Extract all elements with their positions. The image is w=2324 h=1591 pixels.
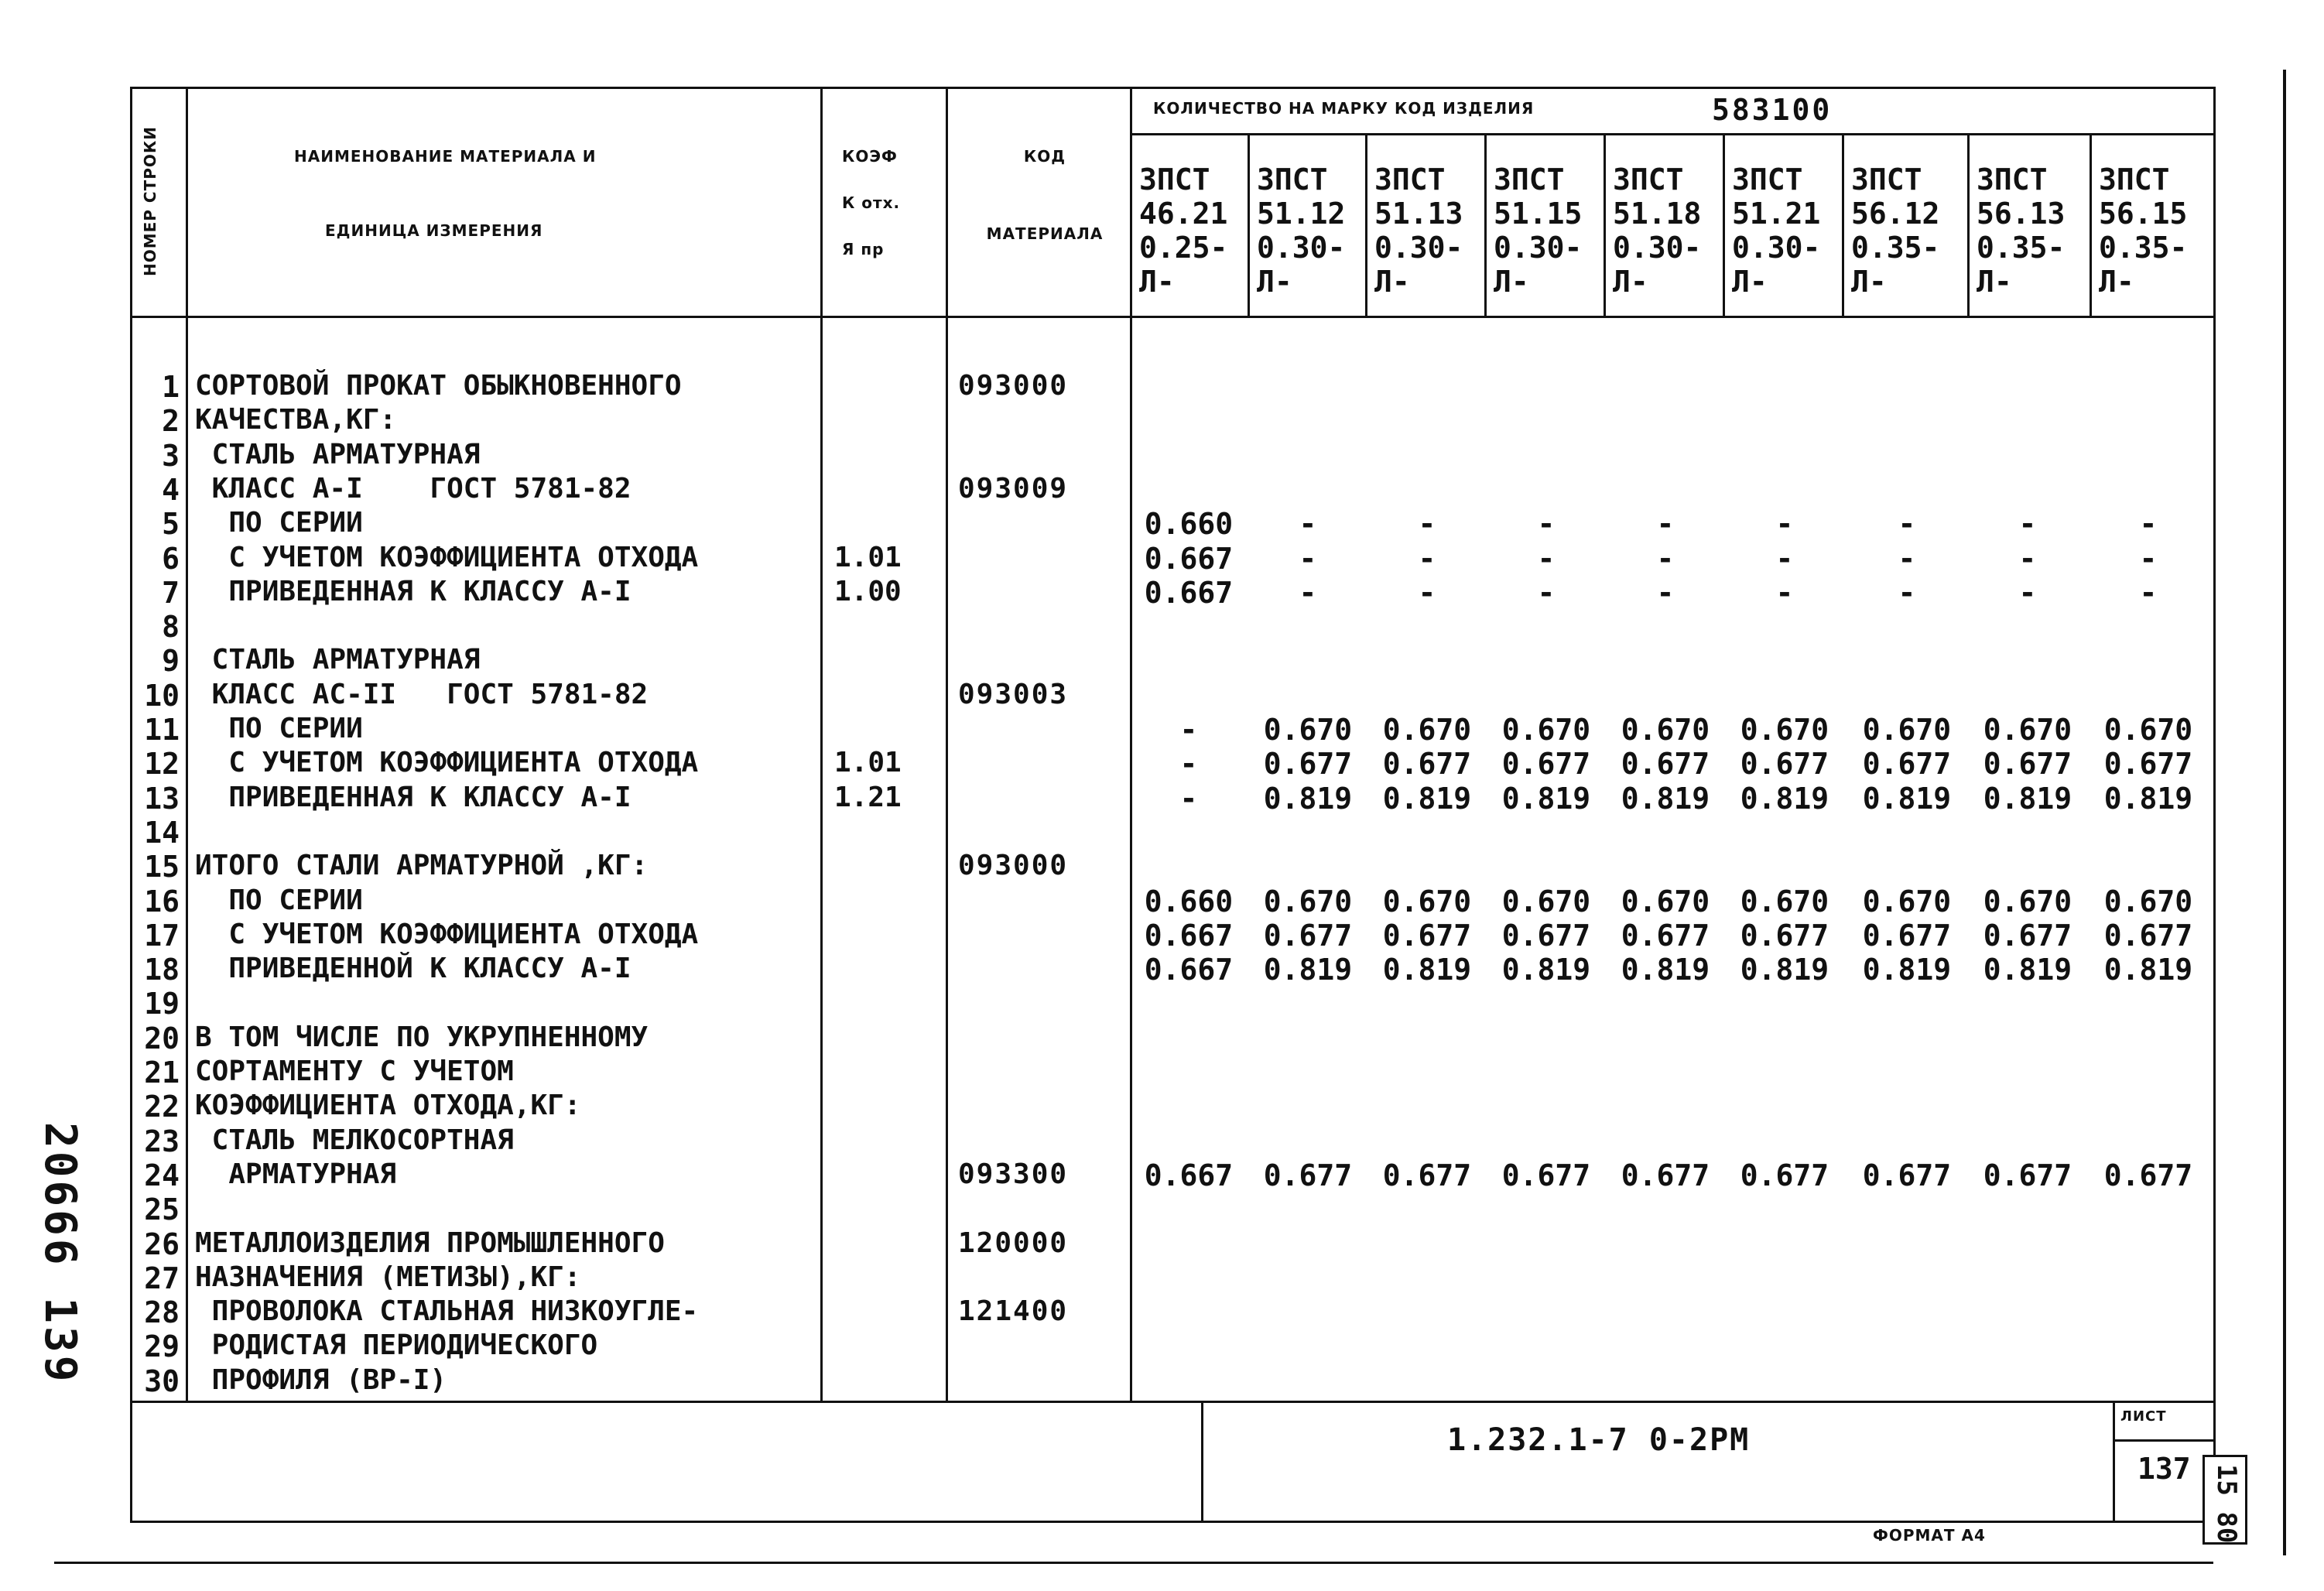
quantity-value: - (1898, 575, 1916, 610)
row-number: 19 (144, 987, 180, 1021)
product-code: 583100 (1712, 93, 1833, 127)
material-name: ПРИВЕДЕННОЙ К КЛАССУ А-I (195, 953, 631, 985)
quantity-value: 0.677 (1740, 1158, 1829, 1192)
row-number: 15 (144, 850, 180, 884)
col-sep-coef (946, 87, 948, 1402)
quantity-value: - (2139, 575, 2158, 610)
material-name-header-line1: НАИМЕНОВАНИЕ МАТЕРИАЛА И (294, 147, 597, 166)
col-sep-7 (1967, 133, 1970, 316)
quantity-value: 0.677 (1501, 1158, 1591, 1192)
quantity-value: - (1299, 541, 1317, 576)
material-name: СТАЛЬ АРМАТУРНАЯ (195, 644, 481, 676)
row-number: 18 (144, 953, 180, 987)
title-block-top-border (130, 1401, 2216, 1403)
quantity-value: 0.677 (2103, 1158, 2193, 1192)
quantity-value: - (1656, 575, 1675, 610)
product-column-header-6-l3: 0.30- (1732, 231, 1821, 265)
quantity-value: - (2018, 507, 2037, 542)
quantity-value: - (1179, 713, 1198, 747)
product-column-header-6-l2: 51.21 (1732, 197, 1821, 231)
row-number: 6 (162, 541, 180, 576)
row-number: 11 (144, 713, 180, 747)
material-name-header-line2: ЕДИНИЦА ИЗМЕРЕНИЯ (325, 221, 543, 240)
quantity-value: 0.670 (1382, 884, 1472, 919)
product-column-header-5-l4: Л- (1613, 265, 1648, 299)
row-number-header: НОМЕР СТРОКИ (141, 126, 159, 276)
material-name: ПО СЕРИИ (195, 713, 363, 744)
material-name: НАЗНАЧЕНИЯ (МЕТИЗЫ),КГ: (195, 1261, 581, 1293)
quantity-value: - (1418, 541, 1436, 576)
quantity-value: 0.670 (1862, 884, 1952, 919)
col-sep-rownum (186, 87, 188, 1402)
waste-coefficient: 1.00 (834, 575, 902, 607)
quantity-value: 0.667 (1144, 918, 1234, 953)
quantity-value: 0.677 (1983, 918, 2072, 953)
material-name: МЕТАЛЛОИЗДЕЛИЯ ПРОМЫШЛЕННОГО (195, 1227, 665, 1259)
product-column-header-2-l2: 51.12 (1257, 197, 1346, 231)
title-block-divider (1201, 1401, 1203, 1523)
material-name: КЛАСС АС-II ГОСТ 5781-82 (195, 678, 649, 710)
quantity-value: 0.819 (1501, 781, 1591, 816)
quantity-value: 0.677 (1263, 1158, 1353, 1192)
quantity-value: - (1179, 781, 1198, 816)
quantity-value: 0.819 (1983, 953, 2072, 987)
quantity-value: 0.677 (1263, 747, 1353, 782)
product-column-header-8-l4: Л- (1977, 265, 2012, 299)
product-column-header-5-l1: ЗПСТ (1613, 163, 1684, 197)
waste-coefficient: 1.01 (834, 747, 902, 779)
material-code: 120000 (958, 1227, 1069, 1259)
quantity-value: 0.677 (1501, 747, 1591, 782)
product-column-header-1-l4: Л- (1139, 265, 1175, 299)
quantity-value: 0.670 (1621, 713, 1710, 747)
quantity-value: 0.677 (1862, 1158, 1952, 1192)
material-code: 093000 (958, 370, 1069, 402)
quantity-value: 0.670 (2103, 713, 2193, 747)
quantity-value: 0.677 (1621, 747, 1710, 782)
row-number: 22 (144, 1090, 180, 1124)
row-number: 13 (144, 781, 180, 816)
page-bottom-line (54, 1562, 2213, 1564)
quantity-value: - (1656, 541, 1675, 576)
quantity-value: 0.819 (1382, 781, 1472, 816)
product-column-header-2-l4: Л- (1257, 265, 1292, 299)
waste-coefficient: 1.21 (834, 781, 902, 813)
product-column-header-9-l4: Л- (2099, 265, 2134, 299)
page-edge-line (2283, 70, 2286, 1555)
quantity-value: 0.819 (1740, 781, 1829, 816)
product-column-header-5-l3: 0.30- (1613, 231, 1702, 265)
sheet-label: ЛИСТ (2120, 1408, 2167, 1425)
quantity-value: - (1775, 541, 1794, 576)
product-column-header-6-l4: Л- (1732, 265, 1768, 299)
row-number: 20 (144, 1021, 180, 1056)
quantity-value: - (1898, 507, 1916, 542)
col-sep-8 (2090, 133, 2092, 316)
row-number: 10 (144, 678, 180, 713)
sheet-box-left (2113, 1401, 2115, 1523)
format-label: ФОРМАТ А4 (1873, 1526, 1986, 1545)
quantity-value: 0.819 (1382, 953, 1472, 987)
row-number: 7 (162, 575, 180, 610)
quantity-value: 0.670 (1263, 713, 1353, 747)
row-number: 28 (144, 1295, 180, 1330)
material-name: С УЧЕТОМ КОЭФФИЦИЕНТА ОТХОДА (195, 918, 699, 950)
material-name: ПРОВОЛОКА СТАЛЬНАЯ НИЗКОУГЛЕ- (195, 1295, 699, 1328)
col-sep-2 (1365, 133, 1367, 316)
qty-header-label: КОЛИЧЕСТВО НА МАРКУ КОД ИЗДЕЛИЯ (1153, 99, 1535, 118)
material-code: 093000 (958, 850, 1069, 882)
col-sep-6 (1842, 133, 1844, 316)
quantity-value: 0.670 (2103, 884, 2193, 919)
quantity-value: 0.670 (1740, 713, 1829, 747)
product-column-header-3-l1: ЗПСТ (1374, 163, 1446, 197)
row-number: 29 (144, 1329, 180, 1364)
row-number: 27 (144, 1261, 180, 1295)
quantity-value: - (2139, 507, 2158, 542)
quantity-value: - (1775, 507, 1794, 542)
product-column-header-9-l2: 56.15 (2099, 197, 2188, 231)
quantity-value: 0.819 (1621, 953, 1710, 987)
quantity-value: 0.677 (1983, 1158, 2072, 1192)
document-code: 1.232.1-7 0-2РМ (1447, 1422, 1751, 1458)
quantity-value: - (1537, 541, 1556, 576)
quantity-value: - (2139, 541, 2158, 576)
qty-header-divider (1130, 133, 2216, 135)
quantity-value: - (2018, 541, 2037, 576)
material-code: 121400 (958, 1295, 1069, 1328)
row-number: 9 (162, 644, 180, 679)
material-name: ПРОФИЛЯ (ВР-I) (195, 1363, 447, 1396)
frame-left-border (130, 87, 132, 1523)
quantity-value: 0.677 (1382, 1158, 1472, 1192)
quantity-value: 0.670 (1501, 713, 1591, 747)
quantity-value: 0.819 (1263, 953, 1353, 987)
quantity-value: - (1299, 507, 1317, 542)
coef-header-line1: КОЭФ (842, 147, 898, 166)
product-column-header-4-l1: ЗПСТ (1494, 163, 1565, 197)
quantity-value: 0.677 (1621, 918, 1710, 953)
product-column-header-9-l3: 0.35- (2099, 231, 2188, 265)
row-number: 21 (144, 1056, 180, 1090)
material-name: С УЧЕТОМ КОЭФФИЦИЕНТА ОТХОДА (195, 747, 699, 779)
product-column-header-7-l2: 56.12 (1851, 197, 1940, 231)
quantity-value: 0.670 (1983, 713, 2072, 747)
code-header-line1: КОД (1023, 147, 1066, 166)
product-column-header-8-l2: 56.13 (1977, 197, 2066, 231)
material-code: 093300 (958, 1158, 1069, 1190)
waste-coefficient: 1.01 (834, 541, 902, 573)
row-number: 3 (162, 438, 180, 473)
product-column-header-4-l4: Л- (1494, 265, 1529, 299)
col-sep-1 (1248, 133, 1250, 316)
quantity-value: - (1775, 575, 1794, 610)
row-number: 2 (162, 404, 180, 439)
material-name: В ТОМ ЧИСЛЕ ПО УКРУПНЕННОМУ (195, 1021, 649, 1053)
quantity-value: - (1418, 575, 1436, 610)
material-name: СТАЛЬ МЕЛКОСОРТНАЯ (195, 1124, 514, 1156)
row-number: 4 (162, 472, 180, 507)
row-number: 26 (144, 1227, 180, 1261)
product-column-header-8-l1: ЗПСТ (1977, 163, 2048, 197)
material-name: С УЧЕТОМ КОЭФФИЦИЕНТА ОТХОДА (195, 541, 699, 573)
sheet-number: 137 (2137, 1452, 2191, 1486)
product-column-header-2-l1: ЗПСТ (1257, 163, 1328, 197)
quantity-value: 0.677 (1263, 918, 1353, 953)
sheet-box-divider (2113, 1439, 2216, 1442)
quantity-value: 0.667 (1144, 541, 1234, 576)
material-name: КАЧЕСТВА,КГ: (195, 404, 397, 436)
quantity-value: 0.670 (1862, 713, 1952, 747)
header-bottom-border (130, 316, 2216, 318)
side-stamp: 20666 139 (35, 1122, 85, 1385)
product-column-header-4-l2: 51.15 (1494, 197, 1583, 231)
quantity-value: 0.677 (1501, 918, 1591, 953)
material-code: 093009 (958, 472, 1069, 505)
col-sep-5 (1723, 133, 1725, 316)
quantity-value: 0.677 (1740, 747, 1829, 782)
material-code: 093003 (958, 678, 1069, 710)
material-name: КОЭФФИЦИЕНТА ОТХОДА,КГ: (195, 1090, 581, 1122)
material-name: ПО СЕРИИ (195, 507, 363, 539)
row-number: 14 (144, 815, 180, 850)
product-column-header-8-l3: 0.35- (1977, 231, 2066, 265)
quantity-value: 0.677 (2103, 918, 2193, 953)
quantity-value: 0.677 (1382, 747, 1472, 782)
quantity-value: 0.670 (1263, 884, 1353, 919)
row-number: 30 (144, 1363, 180, 1398)
frame-top-border (130, 87, 2216, 89)
row-number: 25 (144, 1192, 180, 1227)
col-sep-3 (1484, 133, 1487, 316)
quantity-value: 0.660 (1144, 884, 1234, 919)
quantity-value: 0.819 (1862, 953, 1952, 987)
quantity-value: 0.660 (1144, 507, 1234, 542)
product-column-header-4-l3: 0.30- (1494, 231, 1583, 265)
quantity-value: 0.677 (1983, 747, 2072, 782)
quantity-value: 0.677 (2103, 747, 2193, 782)
quantity-value: 0.667 (1144, 953, 1234, 987)
material-name: ПРИВЕДЕННАЯ К КЛАССУ А-I (195, 781, 631, 813)
quantity-value: - (1299, 575, 1317, 610)
material-name: ИТОГО СТАЛИ АРМАТУРНОЙ ,КГ: (195, 850, 649, 882)
quantity-value: - (1418, 507, 1436, 542)
product-column-header-3-l2: 51.13 (1374, 197, 1463, 231)
product-column-header-3-l3: 0.30- (1374, 231, 1463, 265)
quantity-value: - (1898, 541, 1916, 576)
quantity-value: 0.819 (1983, 781, 2072, 816)
material-name: СТАЛЬ АРМАТУРНАЯ (195, 438, 481, 470)
col-sep-name (820, 87, 823, 1402)
product-column-header-9-l1: ЗПСТ (2099, 163, 2170, 197)
material-name: ПРИВЕДЕННАЯ К КЛАССУ А-I (195, 575, 631, 607)
quantity-value: 0.819 (1501, 953, 1591, 987)
row-number: 24 (144, 1158, 180, 1192)
quantity-value: 0.670 (1382, 713, 1472, 747)
quantity-value: - (1537, 507, 1556, 542)
product-column-header-1-l2: 46.21 (1139, 197, 1228, 231)
coef-header-line3: Я пр (842, 240, 885, 258)
quantity-value: 0.677 (1740, 918, 1829, 953)
row-number: 1 (162, 370, 180, 404)
quantity-value: 0.667 (1144, 575, 1234, 610)
quantity-value: 0.667 (1144, 1158, 1234, 1192)
code-header-line2: МАТЕРИАЛА (986, 224, 1104, 243)
quantity-value: 0.670 (1501, 884, 1591, 919)
material-name: КЛАСС А-I ГОСТ 5781-82 (195, 472, 631, 505)
quantity-value: 0.819 (1862, 781, 1952, 816)
quantity-value: 0.819 (1740, 953, 1829, 987)
row-number: 12 (144, 747, 180, 782)
quantity-value: 0.819 (2103, 953, 2193, 987)
row-number: 23 (144, 1124, 180, 1158)
material-name: ПО СЕРИИ (195, 884, 363, 916)
quantity-value: 0.677 (1382, 918, 1472, 953)
row-number: 17 (144, 918, 180, 953)
quantity-value: - (2018, 575, 2037, 610)
frame-bottom-border (130, 1521, 2216, 1523)
corner-mark: 15 80 (2211, 1464, 2242, 1544)
quantity-value: - (1179, 747, 1198, 782)
quantity-value: - (1537, 575, 1556, 610)
product-column-header-7-l3: 0.35- (1851, 231, 1940, 265)
quantity-value: 0.677 (1621, 1158, 1710, 1192)
quantity-value: 0.670 (1983, 884, 2072, 919)
product-column-header-7-l1: ЗПСТ (1851, 163, 1922, 197)
quantity-value: 0.819 (1263, 781, 1353, 816)
product-column-header-6-l1: ЗПСТ (1732, 163, 1803, 197)
quantity-value: 0.819 (1621, 781, 1710, 816)
material-name: РОДИСТАЯ ПЕРИОДИЧЕСКОГО (195, 1329, 598, 1362)
quantity-value: 0.677 (1862, 747, 1952, 782)
product-column-header-1-l1: ЗПСТ (1139, 163, 1210, 197)
quantity-value: - (1656, 507, 1675, 542)
product-column-header-1-l3: 0.25- (1139, 231, 1228, 265)
quantity-value: 0.670 (1740, 884, 1829, 919)
product-column-header-2-l3: 0.30- (1257, 231, 1346, 265)
material-name: СОРТАМЕНТУ С УЧЕТОМ (195, 1056, 514, 1087)
coef-header-line2: К отх. (842, 193, 901, 212)
quantity-value: 0.677 (1862, 918, 1952, 953)
row-number: 5 (162, 507, 180, 542)
material-name: АРМАТУРНАЯ (195, 1158, 397, 1190)
product-column-header-3-l4: Л- (1374, 265, 1410, 299)
row-number: 16 (144, 884, 180, 919)
frame-right-border (2213, 87, 2216, 1523)
product-column-header-5-l2: 51.18 (1613, 197, 1702, 231)
quantity-value: 0.819 (2103, 781, 2193, 816)
quantity-value: 0.670 (1621, 884, 1710, 919)
material-name: СОРТОВОЙ ПРОКАТ ОБЫКНОВЕННОГО (195, 370, 682, 402)
row-number: 8 (162, 610, 180, 645)
product-column-header-7-l4: Л- (1851, 265, 1887, 299)
col-sep-4 (1604, 133, 1606, 316)
